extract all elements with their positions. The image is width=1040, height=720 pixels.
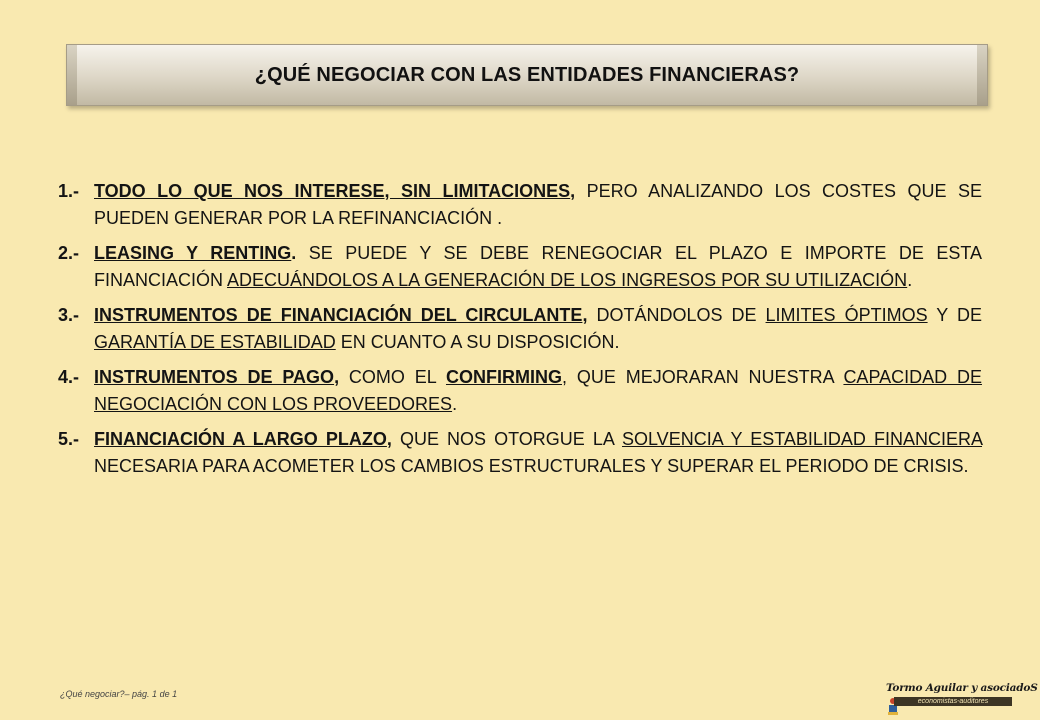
item-text [94,429,982,476]
title-bar [66,44,988,106]
list-item [58,302,982,355]
item-phrase: DOTÁNDOLOS DE [596,305,766,325]
highlighted-phrase: INSTRUMENTOS DE PAGO [94,367,335,387]
item-phrase: . [452,393,458,414]
list-item [58,178,982,231]
item-text [94,181,982,228]
page-title: ¿QUÉ NEGOCIAR CON LAS ENTIDADES FINANCIERAS? [254,63,800,86]
item-phrase: NECESARIA PARA ACOMETER LOS CAMBIOS ESTRUCTURALES Y SUPERAR EL PERIODO DE CRISIS. [94,455,969,476]
item-text [94,305,982,352]
item-number: 4.- [58,367,80,387]
list-item [58,364,982,417]
company-logo [886,682,1038,718]
highlighted-phrase: FINANCIACIÓN A LARGO PLAZO [94,429,387,449]
item-phrase: EN CUANTO A SU DISPOSICIÓN. [335,331,620,352]
item-phrase: Y DE [927,305,982,325]
item-text [94,243,982,290]
item-phrase: , [386,429,400,449]
logo-tagline: economistas-auditores [894,697,1012,706]
item-phrase: , QUE MEJORARAN NUESTRA [561,367,844,387]
page-footer: ¿Qué negociar?– pág. 1 de 1 [60,689,178,699]
list-item [58,426,982,479]
highlighted-phrase: GARANTÍA DE ESTABILIDAD [94,331,336,352]
item-number: 1.- [58,181,80,201]
item-phrase: PERO ANALIZANDO LOS COSTES QUE SE PUEDEN GENERAR POR LA REFINANCIACIÓN . [94,181,983,228]
highlighted-phrase: TODO LO QUE NOS INTERESE, SIN LIMITACIONES [94,181,571,201]
item-phrase: , [334,367,349,387]
highlighted-phrase: ADECUÁNDOLOS A LA GENERACIÓN DE LOS INGRESOS POR SU UTILIZACIÓN [227,269,908,290]
item-phrase: SE PUEDE Y SE DEBE RENEGOCIAR EL PLAZO E IMPORTE DE ESTA FINANCIACIÓN [94,243,982,290]
highlighted-phrase: CONFIRMING [445,367,562,387]
item-list [58,178,982,479]
highlighted-phrase: LEASING Y RENTING [94,243,292,263]
item-phrase: . [907,269,913,290]
item-text [94,367,982,414]
highlighted-phrase: INSTRUMENTOS DE FINANCIACIÓN DEL CIRCULANTE [94,305,583,325]
item-phrase: COMO EL [348,367,446,387]
item-phrase: , [570,181,587,201]
item-phrase: , [582,305,597,325]
list-item [58,240,982,293]
highlighted-phrase: LIMITES ÓPTIMOS [765,305,928,325]
item-number: 3.- [58,305,80,325]
highlighted-phrase: SOLVENCIA Y ESTABILIDAD FINANCIERA [622,429,983,449]
item-number: 5.- [58,429,80,449]
item-number: 2.- [58,243,80,263]
logo-name: Tormo Aguilar y asociadoS [886,682,1038,694]
item-phrase: . [291,243,309,263]
highlighted-phrase: CAPACIDAD DE NEGOCIACIÓN CON LOS PROVEEDORES [94,367,982,414]
item-phrase: QUE NOS OTORGUE LA [399,429,622,449]
